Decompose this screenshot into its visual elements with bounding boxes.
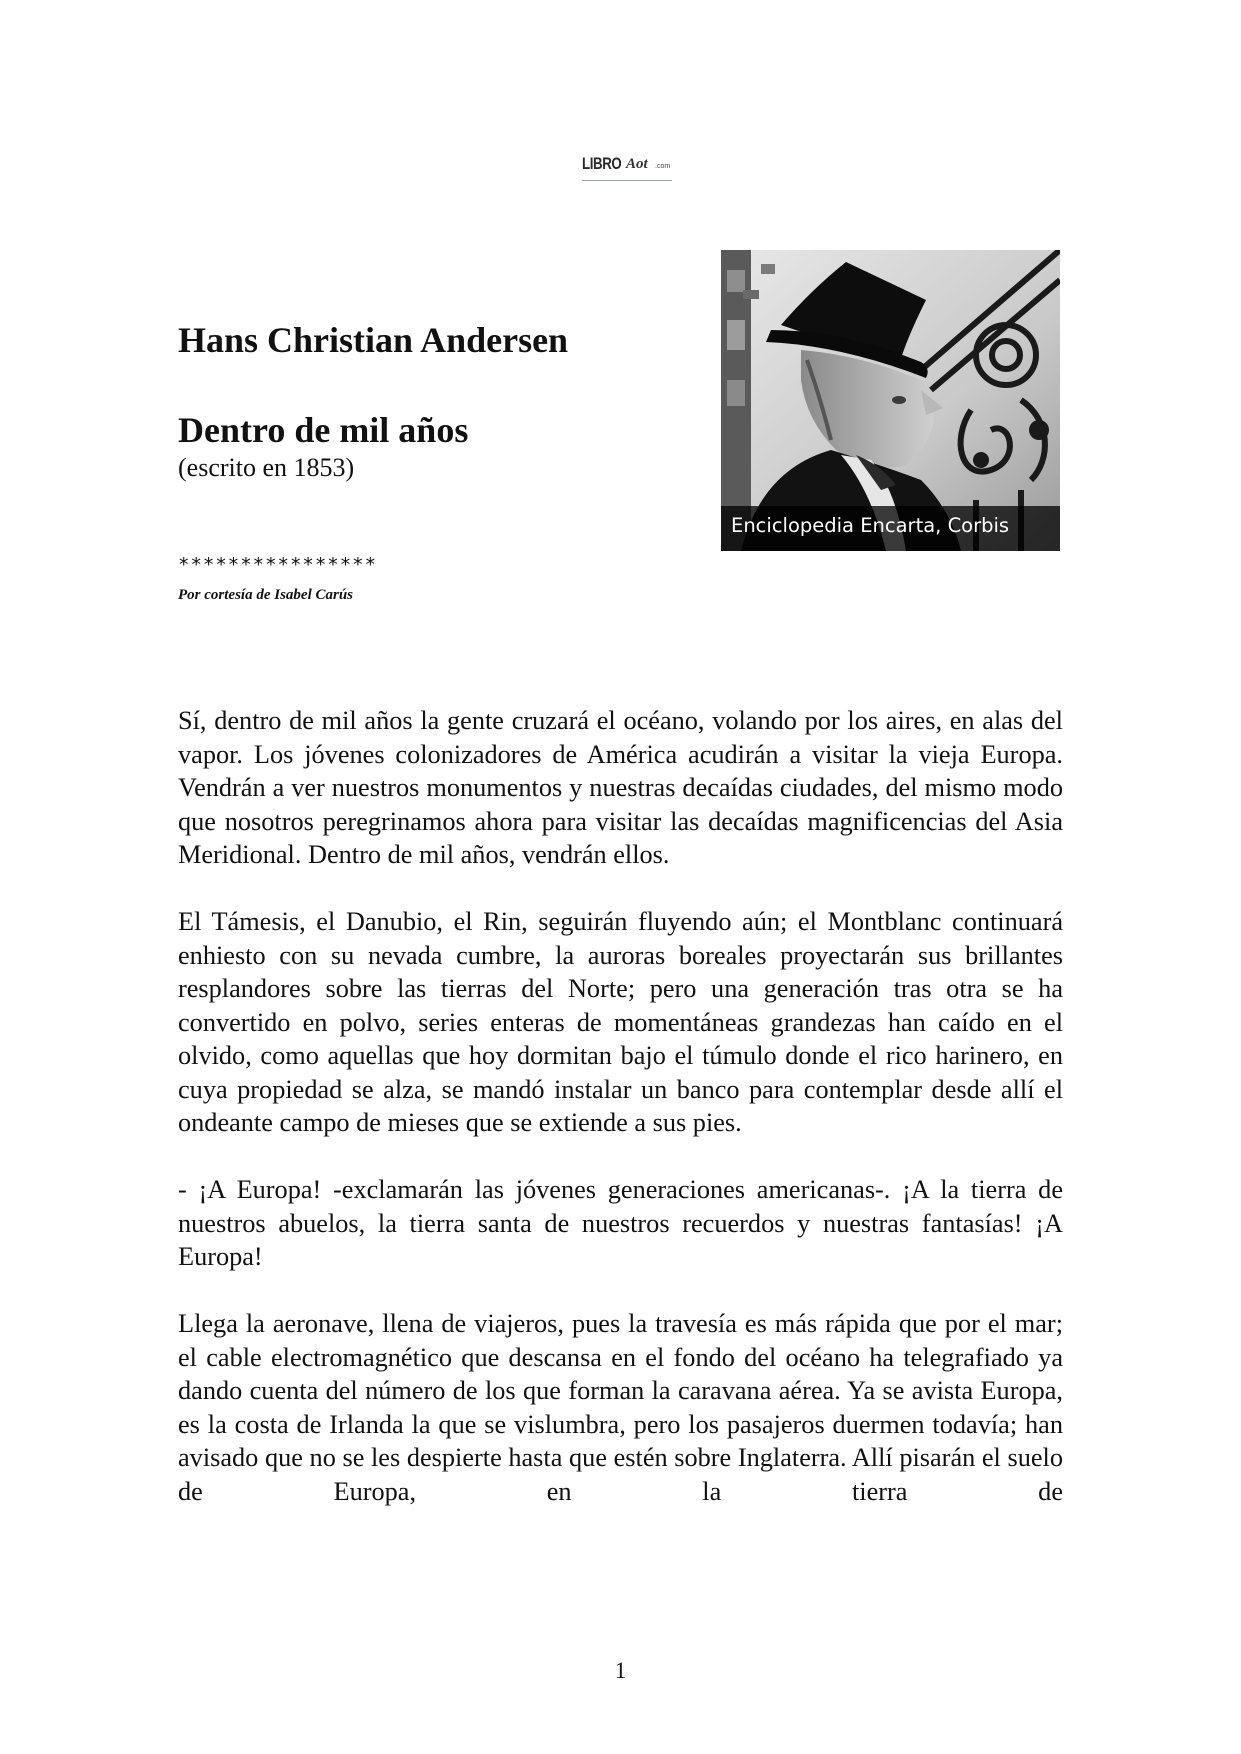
story-body [178,704,1063,1542]
logo-script-text: Aot [626,156,648,172]
photo-caption: Enciclopedia Encarta, Corbis [731,514,1010,537]
paragraph: El Támesis, el Danubio, el Rin, seguirán fluyendo aún; el Montblanc continuará enhiesto con su nevada cumbre, la auroras boreales proyectarán sus brillantes resplandores sobre las tierras del Norte; pero una generación tras otra se ha convertido en polvo, series enteras de momentáneas grandezas han caído en el olvido, como aquellas que hoy dormitan bajo el túmulo donde el rico harinero, en cuya propiedad se alza, se mandó instalar un banco para contemplar desde allí el ondeante campo de mieses que se extiende a sus pies. [178,907,1063,1137]
author-name: Hans Christian Andersen [178,320,569,360]
paragraph: - ¡A Europa! -exclamarán las jóvenes generaciones americanas-. ¡A la tierra de nuestros abuelos, la tierra santa de nuestros recuerdos y nuestras fantasías! ¡A Europa! [178,1175,1063,1271]
credit-line: Por cortesía de Isabel Carús [178,587,354,603]
logo-text: LIBRO [582,154,622,173]
paragraph: Sí, dentro de mil años la gente cruzará el océano, volando por los aires, en alas del vapor. Los jóvenes colonizadores de América acudirán a visitar la vieja Europa. Vendrán a ver nuestros monumentos y nuestras decaídas ciudades, del mismo modo que nosotros peregrinamos ahora para visitar las decaídas magnificencias del Asia Meridional. Dentro de mil años, vendrán ellos. [178,706,1063,869]
paragraph: Llega la aeronave, llena de viajeros, pues la travesía es más rápida que por el mar; el cable electromagnético que descansa en el fondo del océano ha telegrafiado ya dando cuenta del número de los que forman la caravana aérea. Ya se avista Europa, es la costa de Irlanda la que se vislumbra, pero los pasajeros duermen todavía; han avisado que no se les despierte hasta que estén sobre Inglaterra. Allí pisarán el suelo de Europa, en la tierra de [178,1309,1063,1506]
separator: **************** [178,554,378,576]
story-title: Dentro de mil años [178,410,469,450]
author-portrait-photo [721,250,1060,551]
logo-underline [582,180,672,181]
librodot-logo [582,154,674,186]
portrait-illustration [721,250,1060,551]
page-number: 1 [614,1658,627,1683]
logo-domain-text: .com [655,163,671,170]
story-subtitle: (escrito en 1853) [178,453,355,482]
